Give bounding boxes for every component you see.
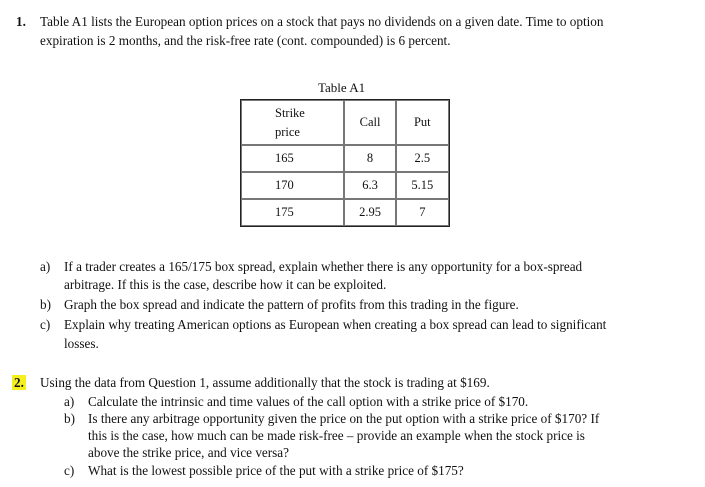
call-cell: 8 <box>344 145 395 172</box>
option-prices-table <box>240 99 450 227</box>
question-2-text-line-1: Using the data from Question 1, assume additionally that the stock is trading at $169. <box>40 375 490 390</box>
question-2-number-highlight <box>12 375 26 390</box>
put-cell: 5.15 <box>396 172 449 199</box>
header-strike-price <box>241 100 344 145</box>
q2-part-b-label: b) <box>64 411 75 426</box>
q2-part-b-line-2: this is the case, how much can be made risk-free – provide an example when the stock price is <box>88 428 585 443</box>
q1-part-c-line-1: Explain why treating American options as European when creating a box spread can lead to significant <box>64 317 607 332</box>
question-1-text-line-1: Table A1 lists the European option prices on a stock that pays no dividends on a given date. Time to option <box>40 14 604 29</box>
call-cell: 2.95 <box>344 199 395 226</box>
header-strike-line-2: price <box>275 124 300 139</box>
put-cell: 2.5 <box>396 145 449 172</box>
call-cell: 6.3 <box>344 172 395 199</box>
q2-part-a-label: a) <box>64 394 75 409</box>
q1-part-a-label: a) <box>40 259 51 274</box>
question-1-text-line-2: expiration is 2 months, and the risk-free rate (cont. compounded) is 6 percent. <box>40 33 451 48</box>
q2-part-b-line-3: above the strike price, and vice versa? <box>88 445 290 460</box>
put-cell: 7 <box>396 199 449 226</box>
question-2-number: 2. <box>14 375 24 390</box>
table-row <box>241 172 449 199</box>
q2-part-c-label: c) <box>64 463 75 478</box>
q2-part-c-line-1: What is the lowest possible price of the put with a strike price of $175? <box>88 463 464 478</box>
table-row <box>241 199 449 226</box>
header-put: Put <box>396 100 449 145</box>
q2-part-b-line-1: Is there any arbitrage opportunity given the price on the put option with a strike price of $170? If <box>88 411 600 426</box>
question-1-number: 1. <box>16 14 26 29</box>
q1-part-a-line-1: If a trader creates a 165/175 box spread, explain whether there is any opportunity for a box-spread <box>64 259 583 274</box>
q1-part-a-line-2: arbitrage. If this is the case, describe how it can be exploited. <box>64 277 387 292</box>
q1-part-b-label: b) <box>40 297 51 312</box>
q1-part-c-label: c) <box>40 317 51 332</box>
table-caption: Table A1 <box>318 80 366 95</box>
strike-cell: 165 <box>241 145 344 172</box>
strike-cell: 170 <box>241 172 344 199</box>
header-call: Call <box>344 100 395 145</box>
header-strike-line-1: Strike <box>275 105 305 120</box>
table-row <box>241 145 449 172</box>
strike-cell: 175 <box>241 199 344 226</box>
table-header-row <box>241 100 449 145</box>
q1-part-b-line-1: Graph the box spread and indicate the pattern of profits from this trading in the figure. <box>64 297 519 312</box>
q2-part-a-line-1: Calculate the intrinsic and time values of the call option with a strike price of $170. <box>88 394 529 409</box>
q1-part-c-line-2: losses. <box>64 336 99 351</box>
